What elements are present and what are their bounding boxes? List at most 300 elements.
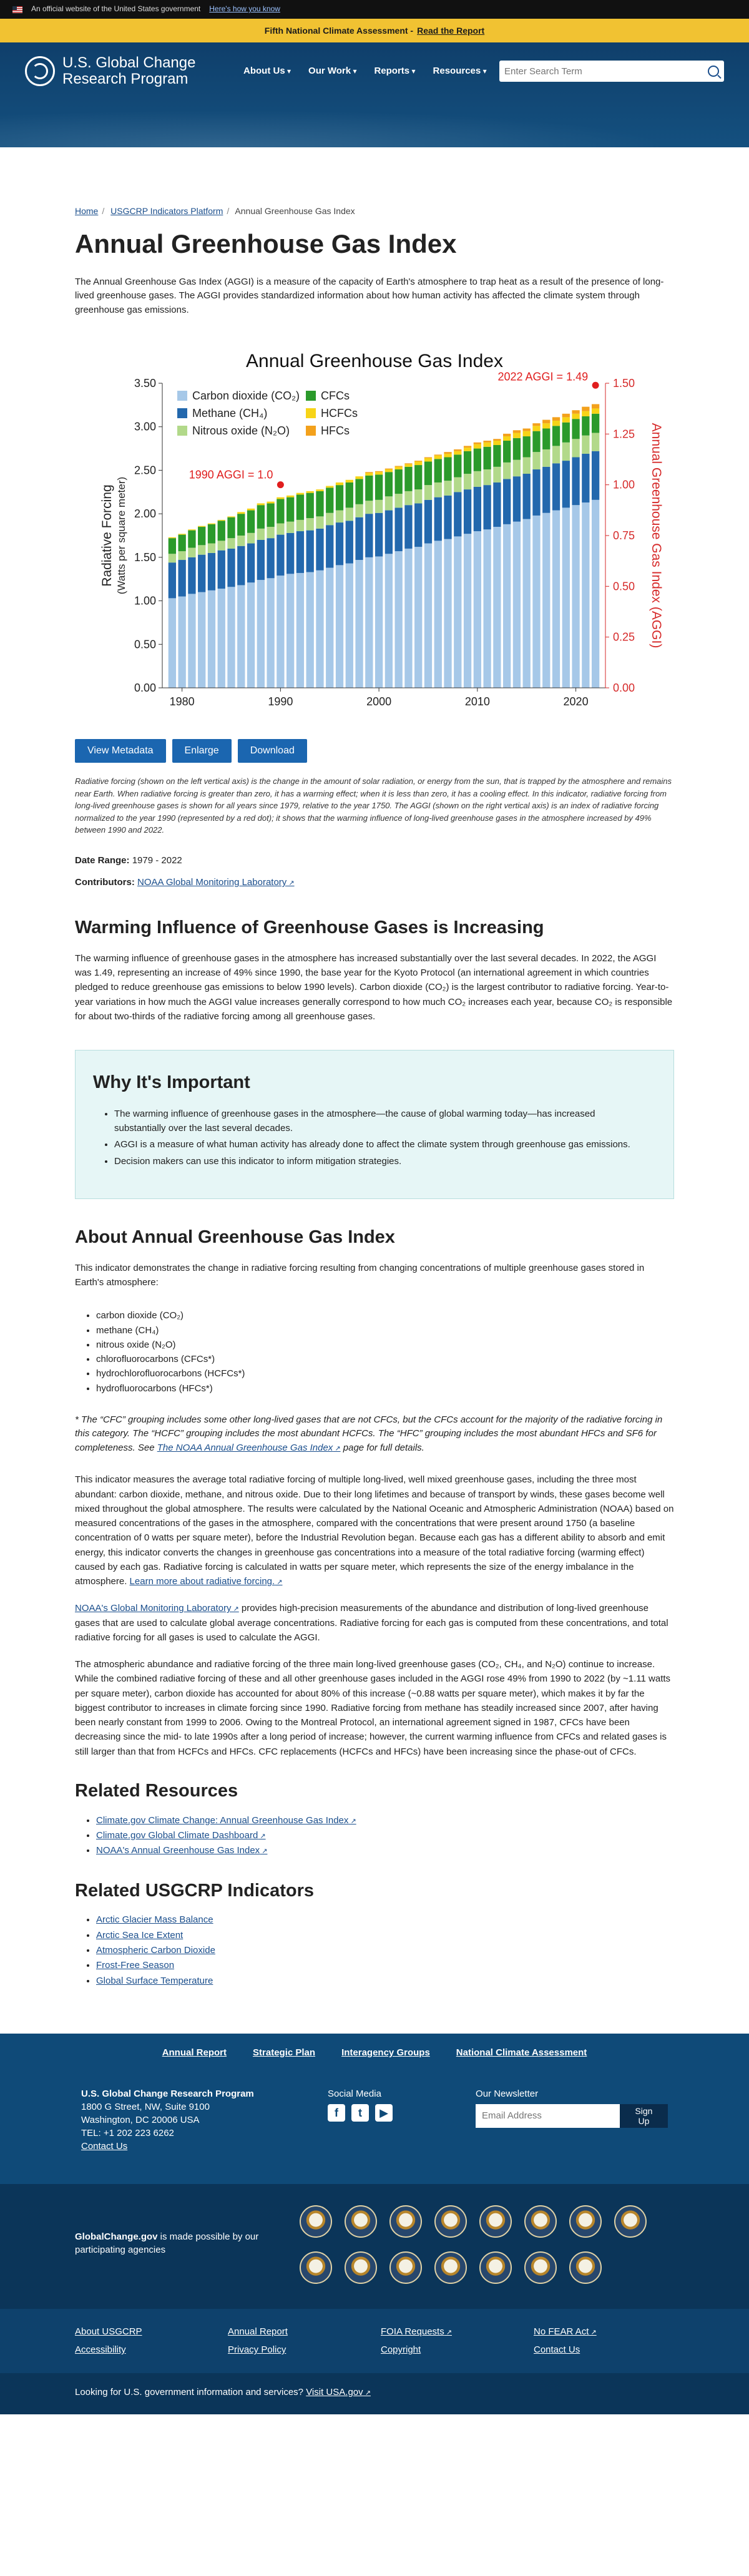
- date-range: [75, 854, 674, 868]
- related-indicator-link[interactable]: Frost-Free Season: [96, 1960, 175, 1971]
- bar-segment-cfc: [198, 527, 205, 545]
- nav-reports[interactable]: Reports ▾: [374, 64, 415, 78]
- bar-segment-hcfc: [454, 451, 461, 455]
- bar-segment-co2: [523, 519, 531, 688]
- bar-segment-hcfc: [385, 469, 393, 472]
- bar-segment-ch4: [414, 504, 422, 547]
- bar-segment-n2o: [296, 520, 304, 531]
- related-resource-link[interactable]: Climate.gov Climate Change: Annual Greenhouse Gas Index ↗: [96, 1815, 356, 1826]
- bar-segment-n2o: [306, 518, 314, 531]
- bar-segment-n2o: [267, 527, 274, 538]
- main-nav: [243, 64, 487, 78]
- bar-segment-hcfc: [532, 426, 540, 431]
- bar-segment-ch4: [513, 476, 521, 522]
- agency-seal-icon[interactable]: [479, 2205, 512, 2238]
- bar-segment-cfc: [542, 429, 550, 449]
- bar-segment-hfc: [483, 441, 491, 443]
- bar-segment-hcfc: [237, 512, 245, 514]
- bar-segment-ch4: [316, 529, 323, 571]
- footer: [0, 2034, 749, 2184]
- bar-segment-hfc: [404, 463, 412, 464]
- aggi-marker-dot: [592, 382, 599, 389]
- legend-swatch-hcfc: [306, 408, 316, 418]
- agency-seal-icon[interactable]: [300, 2251, 332, 2284]
- bar-segment-ch4: [257, 540, 265, 580]
- bar-segment-hcfc: [316, 489, 323, 491]
- y-tick-label: 1.50: [134, 551, 156, 564]
- newsletter-heading: Our Newsletter: [476, 2088, 539, 2099]
- search-box: [499, 61, 724, 82]
- bar-segment-cfc: [208, 524, 215, 544]
- bar-segment-cfc: [257, 505, 265, 529]
- bar-segment-ch4: [336, 522, 343, 565]
- bar-segment-hfc: [572, 410, 579, 414]
- bar-segment-n2o: [208, 544, 215, 553]
- bar-segment-co2: [198, 592, 205, 688]
- bar-segment-ch4: [237, 546, 245, 585]
- contributors-label: Contributors:: [75, 877, 135, 888]
- footer-link-interagency-groups[interactable]: Interagency Groups: [341, 2047, 430, 2058]
- x-tick-label: 2020: [563, 695, 589, 708]
- footer-newsletter: [476, 2087, 668, 2153]
- footer-link-strategic-plan[interactable]: Strategic Plan: [253, 2047, 316, 2058]
- bar-segment-ch4: [277, 535, 284, 576]
- bar-segment-n2o: [395, 494, 403, 507]
- bar-segment-ch4: [503, 479, 511, 525]
- list-item: • chlorofluorocarbons (CFCs*): [96, 1352, 674, 1366]
- aggi-annotation: 1990 AGGI = 1.0: [188, 468, 273, 481]
- bar-segment-co2: [247, 582, 255, 688]
- bar-segment-n2o: [572, 439, 579, 457]
- aggi-chart-svg: [75, 347, 674, 718]
- bar-segment-hfc: [592, 404, 599, 409]
- y2-tick-label: 1.50: [613, 377, 635, 390]
- bar-segment-ch4: [365, 514, 373, 557]
- chart-buttons: [75, 739, 674, 763]
- footer-org-name: U.S. Global Change Research Program: [81, 2088, 254, 2099]
- legend-swatch-ch4: [177, 408, 187, 418]
- bar-segment-cfc: [247, 511, 255, 533]
- about-paragraph-4: The atmospheric abundance and radiative forcing of the three main long-lived greenhouse gases (CO₂, CH₄, and N₂O) continue to increase. While the combined radiative forcing of these and all other greenhouse gases included in the AGGI rose 49% from 1990 to 2022 (by ~1.11 watts per square meter), carbon dioxide has accounted for about 80% of this increase (~0.88 watts per square meter), which makes it by far the biggest contributor to increases in climate forcing since 1990. Radiative forcing from methane has steadily increased since 2007, after having been nearly constant from 1999 to 2006. Owing to the Montreal Protocol, an international agreement signed in 1987, CFCs have been decreasing since the mid- to late 1990s after a long period of increase; however, the current warming influence from CFCs and related gases is still larger than that from HCFCs and HFCs. CFC replacements (HCFCs and HFCs) have been increasing since the phase-out of CFCs.: [75, 1659, 671, 1757]
- download-button[interactable]: Download: [238, 739, 307, 763]
- bar-segment-co2: [346, 564, 353, 688]
- section-warming-text: The warming influence of greenhouse gases in the atmosphere has increased substantially over the last several decades. In 2022, the AGGI was 1.49, representing an increase of 49% since 1990, the base year for the Kyoto Protocol (an international agreement in which countries pledged to reduce greenhouse gas emissions to below 1990 levels). Carbon dioxide (CO₂) is the largest contributor to radiative forcing. Year-to-year variations in how much the AGGI value increases generally correspond to how much CO₂ increases each year, because CO₂ is responsible for about two-thirds of the radiative forcing among all greenhouse gases.: [75, 953, 673, 1022]
- y-tick-label: 3.00: [134, 420, 156, 433]
- site-logo[interactable]: [25, 55, 212, 88]
- bar-segment-hcfc: [493, 441, 501, 445]
- bar-segment-n2o: [552, 446, 560, 464]
- y-tick-label: 3.50: [134, 377, 156, 390]
- nav-about-us[interactable]: About Us ▾: [243, 64, 291, 78]
- legend-swatch-co2: [177, 391, 187, 401]
- bar-segment-n2o: [592, 433, 599, 451]
- bar-segment-co2: [179, 597, 186, 688]
- bar-segment-n2o: [444, 481, 451, 496]
- bar-segment-hcfc: [169, 537, 176, 538]
- bar-segment-ch4: [355, 517, 363, 560]
- bar-segment-ch4: [227, 549, 235, 587]
- footer-contact-link[interactable]: Contact Us: [81, 2140, 128, 2152]
- footer-annual-report-link[interactable]: Annual Report: [228, 2326, 288, 2337]
- bar-segment-co2: [493, 527, 501, 688]
- legend-label-hfc: HFCs: [321, 424, 350, 438]
- list-item: • The warming influence of greenhouse gases in the atmosphere—the cause of global warming today—has increased substantially over the last several decades.: [114, 1107, 649, 1135]
- y-axis-label: Radiative Forcing: [100, 484, 114, 587]
- chart-title: Annual Greenhouse Gas Index: [246, 351, 503, 372]
- bar-segment-co2: [464, 534, 471, 688]
- bar-segment-n2o: [346, 508, 353, 521]
- x-tick-label: 2010: [464, 695, 490, 708]
- bar-segment-hfc: [523, 429, 531, 431]
- bar-segment-co2: [572, 505, 579, 688]
- bar-segment-cfc: [237, 514, 245, 536]
- bar-segment-co2: [306, 572, 314, 688]
- bar-segment-cfc: [296, 495, 304, 520]
- nav-resources[interactable]: Resources ▾: [433, 64, 487, 78]
- bar-segment-cfc: [523, 436, 531, 457]
- bar-segment-hcfc: [542, 423, 550, 428]
- related-indicator-link[interactable]: Global Surface Temperature: [96, 1975, 213, 1986]
- newsletter-signup-button[interactable]: Sign Up: [620, 2104, 668, 2128]
- search-input[interactable]: [504, 66, 708, 77]
- bar-segment-co2: [385, 554, 393, 688]
- bar-segment-hfc: [542, 420, 550, 424]
- breadcrumb-indicators[interactable]: USGCRP Indicators Platform: [110, 206, 223, 216]
- bar-segment-co2: [227, 587, 235, 688]
- bar-segment-ch4: [483, 485, 491, 529]
- bar-segment-hcfc: [355, 476, 363, 479]
- enlarge-button[interactable]: Enlarge: [172, 739, 232, 763]
- related-indicator-link[interactable]: Arctic Sea Ice Extent: [96, 1929, 184, 1941]
- aggi-annotation: 2022 AGGI = 1.49: [497, 370, 589, 383]
- bar-segment-hcfc: [198, 526, 205, 527]
- alert-text: Fifth National Climate Assessment -: [264, 25, 414, 36]
- twitter-icon[interactable]: t: [351, 2104, 369, 2122]
- usagov-bar: [0, 2373, 749, 2414]
- why-important-list: [93, 1107, 649, 1168]
- agencies-text: GlobalChange.gov is made possible by our participating agencies: [75, 2231, 259, 2255]
- related-indicator-link[interactable]: Atmospheric Carbon Dioxide: [96, 1944, 215, 1956]
- gov-banner: [0, 0, 749, 19]
- bar-segment-cfc: [582, 416, 589, 436]
- bar-segment-co2: [296, 573, 304, 688]
- usagov-link[interactable]: Visit USA.gov ↗: [306, 2387, 371, 2397]
- bar-segment-co2: [316, 571, 323, 688]
- site-header: [0, 42, 749, 147]
- footer-address-line: Washington, DC 20006 USA: [81, 2114, 200, 2125]
- bar-segment-hfc: [474, 443, 481, 444]
- bar-segment-cfc: [572, 419, 579, 439]
- bar-segment-hcfc: [474, 444, 481, 449]
- bar-segment-hfc: [444, 452, 451, 454]
- bar-segment-hcfc: [444, 454, 451, 458]
- bar-segment-hcfc: [572, 414, 579, 419]
- y2-tick-label: 0.50: [613, 580, 635, 593]
- bar-segment-co2: [562, 508, 570, 688]
- footer-phone: TEL: +1 202 223 6262: [81, 2127, 174, 2138]
- bar-segment-n2o: [483, 469, 491, 485]
- footer-privacy-link[interactable]: Privacy Policy: [228, 2344, 286, 2356]
- bar-segment-co2: [582, 502, 589, 688]
- agency-seal-icon[interactable]: [479, 2251, 512, 2284]
- alert-banner: [0, 19, 749, 42]
- bar-segment-hcfc: [286, 496, 294, 497]
- bar-segment-n2o: [188, 548, 195, 557]
- footer-agencies: [0, 2184, 749, 2309]
- bar-segment-co2: [395, 551, 403, 688]
- bar-segment-hcfc: [562, 418, 570, 423]
- bar-segment-ch4: [454, 492, 461, 536]
- gov-banner-text: An official website of the United States government: [31, 4, 201, 14]
- bar-segment-ch4: [444, 496, 451, 539]
- bar-segment-cfc: [267, 504, 274, 527]
- bar-segment-n2o: [247, 533, 255, 544]
- bar-segment-co2: [277, 575, 284, 688]
- footer-copyright-link[interactable]: Copyright: [381, 2344, 421, 2356]
- bar-segment-n2o: [562, 443, 570, 461]
- legend-label-hcfc: HCFCs: [321, 407, 358, 420]
- youtube-icon[interactable]: ▶: [375, 2104, 393, 2122]
- bar-segment-n2o: [336, 511, 343, 523]
- logo-line-2: Research Program: [62, 71, 188, 87]
- footer-nav: [81, 2046, 668, 2060]
- bar-segment-n2o: [464, 474, 471, 489]
- footer-contact-link[interactable]: Contact Us: [534, 2344, 580, 2356]
- bar-segment-ch4: [296, 531, 304, 573]
- bar-segment-ch4: [346, 521, 353, 563]
- bar-segment-ch4: [306, 531, 314, 572]
- agency-seal-icon[interactable]: [569, 2205, 602, 2238]
- agency-seal-icon[interactable]: [434, 2205, 467, 2238]
- bar-segment-n2o: [404, 491, 412, 505]
- agency-seal-icon[interactable]: [524, 2205, 557, 2238]
- bar-segment-co2: [414, 547, 422, 688]
- list-item: • hydrochlorofluorocarbons (HCFCs*): [96, 1366, 674, 1381]
- bar-segment-n2o: [542, 449, 550, 467]
- legend-label-cfc: CFCs: [321, 389, 350, 403]
- bar-segment-hcfc: [306, 491, 314, 493]
- footer-no-fear-link[interactable]: No FEAR Act ↗: [534, 2325, 687, 2339]
- bar-segment-n2o: [227, 538, 235, 549]
- bar-segment-co2: [552, 511, 560, 688]
- bar-segment-co2: [208, 590, 215, 688]
- bar-segment-cfc: [414, 465, 422, 489]
- bar-segment-n2o: [375, 500, 383, 513]
- footer-address-line: 1800 G Street, NW, Suite 9100: [81, 2101, 210, 2112]
- radiative-forcing-link[interactable]: Learn more about radiative forcing. ↗: [130, 1576, 283, 1587]
- bar-segment-hfc: [493, 439, 501, 441]
- globe-logo-icon: [25, 56, 55, 86]
- list-item: • hydrofluorocarbons (HFCs*): [96, 1381, 674, 1396]
- usagov-text: Looking for U.S. government information and services?: [75, 2387, 304, 2398]
- bar-segment-cfc: [395, 469, 403, 494]
- legend-label-n2o: Nitrous oxide (N₂O): [192, 424, 290, 438]
- bar-segment-hcfc: [434, 456, 442, 459]
- gases-footnote: * The “CFC” grouping includes some other long-lived gases that are not CFCs, but the CFCs account for the majority of the radiative forcing in this category. The “HCFC” grouping includes the most abundant HCFCs. The “HFC” grouping includes the most abundant HFCs and SF6 for completeness. See The NOAA Annual Greenhouse Gas Index ↗ page for full details.: [75, 1413, 674, 1456]
- bar-segment-cfc: [464, 451, 471, 474]
- bar-segment-n2o: [237, 536, 245, 546]
- list-item: • carbon dioxide (CO₂): [96, 1308, 674, 1323]
- related-indicators-heading: Related USGCRP Indicators: [75, 1880, 315, 1901]
- bar-segment-ch4: [198, 555, 205, 592]
- bar-segment-n2o: [355, 504, 363, 517]
- view-metadata-button[interactable]: View Metadata: [75, 739, 166, 763]
- bar-segment-cfc: [218, 521, 225, 541]
- footer-link-annual-report[interactable]: Annual Report: [162, 2047, 227, 2058]
- agency-seal-icon[interactable]: [434, 2251, 467, 2284]
- agency-seal-icon[interactable]: [524, 2251, 557, 2284]
- bar-segment-cfc: [355, 479, 363, 504]
- bar-segment-cfc: [336, 485, 343, 510]
- agency-seal-icon[interactable]: [614, 2205, 647, 2238]
- related-indicator-link[interactable]: Arctic Glacier Mass Balance: [96, 1914, 213, 1926]
- bar-segment-hcfc: [395, 467, 403, 469]
- noaa-gml-link[interactable]: NOAA's Global Monitoring Laboratory ↗: [75, 1603, 239, 1614]
- agency-seal-icon[interactable]: [345, 2205, 377, 2238]
- bar-segment-hcfc: [483, 443, 491, 447]
- bar-segment-n2o: [365, 501, 373, 514]
- bar-segment-cfc: [385, 472, 393, 496]
- footer-foia-link[interactable]: FOIA Requests ↗: [381, 2325, 534, 2339]
- why-important-box: [75, 1050, 674, 1199]
- bar-segment-ch4: [395, 508, 403, 552]
- bar-segment-hfc: [503, 434, 511, 436]
- bar-segment-ch4: [532, 469, 540, 516]
- bar-segment-hfc: [552, 418, 560, 421]
- bar-segment-hcfc: [464, 448, 471, 451]
- legend-swatch-cfc: [306, 391, 316, 401]
- bar-segment-hfc: [395, 466, 403, 467]
- x-tick-label: 1990: [268, 695, 293, 708]
- bar-segment-hcfc: [582, 411, 589, 416]
- search-icon[interactable]: [708, 66, 719, 77]
- footer-bottom-links: [0, 2309, 749, 2374]
- about-paragraph-3: NOAA's Global Monitoring Laboratory ↗ provides high-precision measurements of the abundance and distribution of long-lived greenhouse gases that are used to calculate global average concentrations. Radiative forcing for each gas is computed from these concentrations, and total radiative forcing for all gases is used to calculate the AGGI.: [75, 1601, 674, 1645]
- bar-segment-n2o: [424, 485, 432, 500]
- bar-segment-hfc: [375, 471, 383, 472]
- bar-segment-hcfc: [257, 504, 265, 506]
- bar-segment-cfc: [277, 499, 284, 524]
- legend-swatch-hfc: [306, 426, 316, 436]
- related-resource-link[interactable]: NOAA's Annual Greenhouse Gas Index ↗: [96, 1845, 267, 1856]
- contributors: [75, 876, 674, 889]
- footer-social: [328, 2087, 476, 2153]
- bar-segment-ch4: [286, 533, 294, 574]
- social-heading: Social Media: [328, 2088, 381, 2099]
- nav-our-work[interactable]: Our Work ▾: [308, 64, 356, 78]
- footer-accessibility-link[interactable]: Accessibility: [75, 2344, 126, 2356]
- bar-segment-co2: [326, 568, 333, 688]
- bar-segment-cfc: [454, 455, 461, 477]
- bar-segment-hcfc: [296, 493, 304, 495]
- y-axis-sublabel: (Watts per square meter): [115, 477, 127, 595]
- bar-segment-co2: [444, 539, 451, 688]
- bar-segment-co2: [424, 544, 432, 688]
- legend-swatch-n2o: [177, 426, 187, 436]
- bar-segment-cfc: [188, 531, 195, 548]
- noaa-aggi-link[interactable]: The NOAA Annual Greenhouse Gas Index ↗: [157, 1442, 341, 1453]
- bar-segment-n2o: [218, 541, 225, 551]
- date-range-value: 1979 - 2022: [132, 855, 182, 866]
- agency-seal-icon[interactable]: [569, 2251, 602, 2284]
- heres-how-you-know-link[interactable]: Here's how you know: [209, 4, 280, 14]
- facebook-icon[interactable]: f: [328, 2104, 345, 2122]
- bar-segment-co2: [218, 589, 225, 688]
- agency-seal-icon[interactable]: [345, 2251, 377, 2284]
- date-range-label: Date Range:: [75, 855, 130, 866]
- breadcrumb: Home / USGCRP Indicators Platform / Annual Greenhouse Gas Index: [75, 206, 355, 216]
- bar-segment-ch4: [208, 553, 215, 590]
- bar-segment-ch4: [385, 511, 393, 554]
- bar-segment-ch4: [542, 467, 550, 513]
- bar-segment-n2o: [169, 554, 176, 562]
- breadcrumb-home[interactable]: Home: [75, 206, 99, 216]
- bar-segment-hfc: [365, 472, 373, 473]
- agency-seal-icon[interactable]: [389, 2251, 422, 2284]
- bar-segment-ch4: [582, 454, 589, 502]
- bar-segment-cfc: [444, 458, 451, 481]
- footer-link-nca[interactable]: National Climate Assessment: [456, 2047, 587, 2058]
- y2-tick-label: 0.75: [613, 529, 635, 542]
- bar-segment-ch4: [434, 497, 442, 541]
- bar-segment-hcfc: [365, 473, 373, 476]
- chart-caption: Radiative forcing (shown on the left vertical axis) is the change in the amount of solar radiation, or energy from the sun, that is trapped by the atmosphere and remains near Earth. When radiative forcing is greater than zero, it has a warming effect; when it is less than zero, it has a cooling effect. In this indicator, radiative forcing from long-lived greenhouse gases is shown for all years since 1979, relative to the year 1750. The AGGI (shown on the right vertical axis) is an index of radiative forcing normalized to the year 1990 (represented by a red dot); it shows that the warming influence of long-lived greenhouse gases in the atmosphere increased by 49% between 1990 and 2022.: [75, 776, 672, 835]
- bar-segment-cfc: [316, 491, 323, 516]
- list-item: • methane (CH₄): [96, 1323, 674, 1338]
- bar-segment-cfc: [346, 482, 353, 507]
- bar-segment-co2: [454, 537, 461, 688]
- bar-segment-co2: [483, 529, 491, 688]
- bar-segment-cfc: [227, 517, 235, 538]
- bar-segment-co2: [237, 585, 245, 688]
- bar-segment-co2: [532, 516, 540, 688]
- bar-segment-n2o: [414, 489, 422, 503]
- bar-segment-n2o: [277, 524, 284, 535]
- bar-segment-hcfc: [552, 421, 560, 426]
- agency-seal-icon[interactable]: [300, 2205, 332, 2238]
- bar-segment-n2o: [454, 477, 461, 492]
- bar-segment-ch4: [267, 538, 274, 578]
- bar-segment-cfc: [592, 414, 599, 433]
- legend-label-ch4: Methane (CH₄): [192, 407, 268, 420]
- newsletter-email-input[interactable]: [476, 2104, 620, 2128]
- bar-segment-co2: [286, 574, 294, 688]
- bar-segment-hcfc: [346, 480, 353, 482]
- bar-segment-cfc: [493, 445, 501, 467]
- bar-segment-cfc: [306, 493, 314, 518]
- bar-segment-n2o: [179, 551, 186, 560]
- bar-segment-ch4: [592, 451, 599, 500]
- bar-segment-cfc: [286, 497, 294, 522]
- contributor-link[interactable]: NOAA Global Monitoring Laboratory ↗: [137, 877, 295, 888]
- related-resource-link[interactable]: Climate.gov Global Climate Dashboard ↗: [96, 1830, 266, 1841]
- bar-segment-hcfc: [336, 482, 343, 485]
- footer-about-link[interactable]: About USGCRP: [75, 2326, 142, 2337]
- bar-segment-hcfc: [414, 462, 422, 466]
- y2-tick-label: 0.25: [613, 630, 635, 644]
- y-tick-label: 0.50: [134, 638, 156, 651]
- bar-segment-hcfc: [513, 433, 521, 438]
- read-report-link[interactable]: Read the Report: [417, 25, 485, 36]
- agency-seal-icon[interactable]: [389, 2205, 422, 2238]
- bar-segment-cfc: [179, 535, 186, 551]
- bar-segment-cfc: [434, 459, 442, 482]
- bar-segment-co2: [474, 531, 481, 688]
- bar-segment-hcfc: [503, 436, 511, 441]
- related-resources-heading: Related Resources: [75, 1780, 238, 1801]
- bar-segment-cfc: [532, 431, 540, 452]
- bar-segment-co2: [336, 566, 343, 688]
